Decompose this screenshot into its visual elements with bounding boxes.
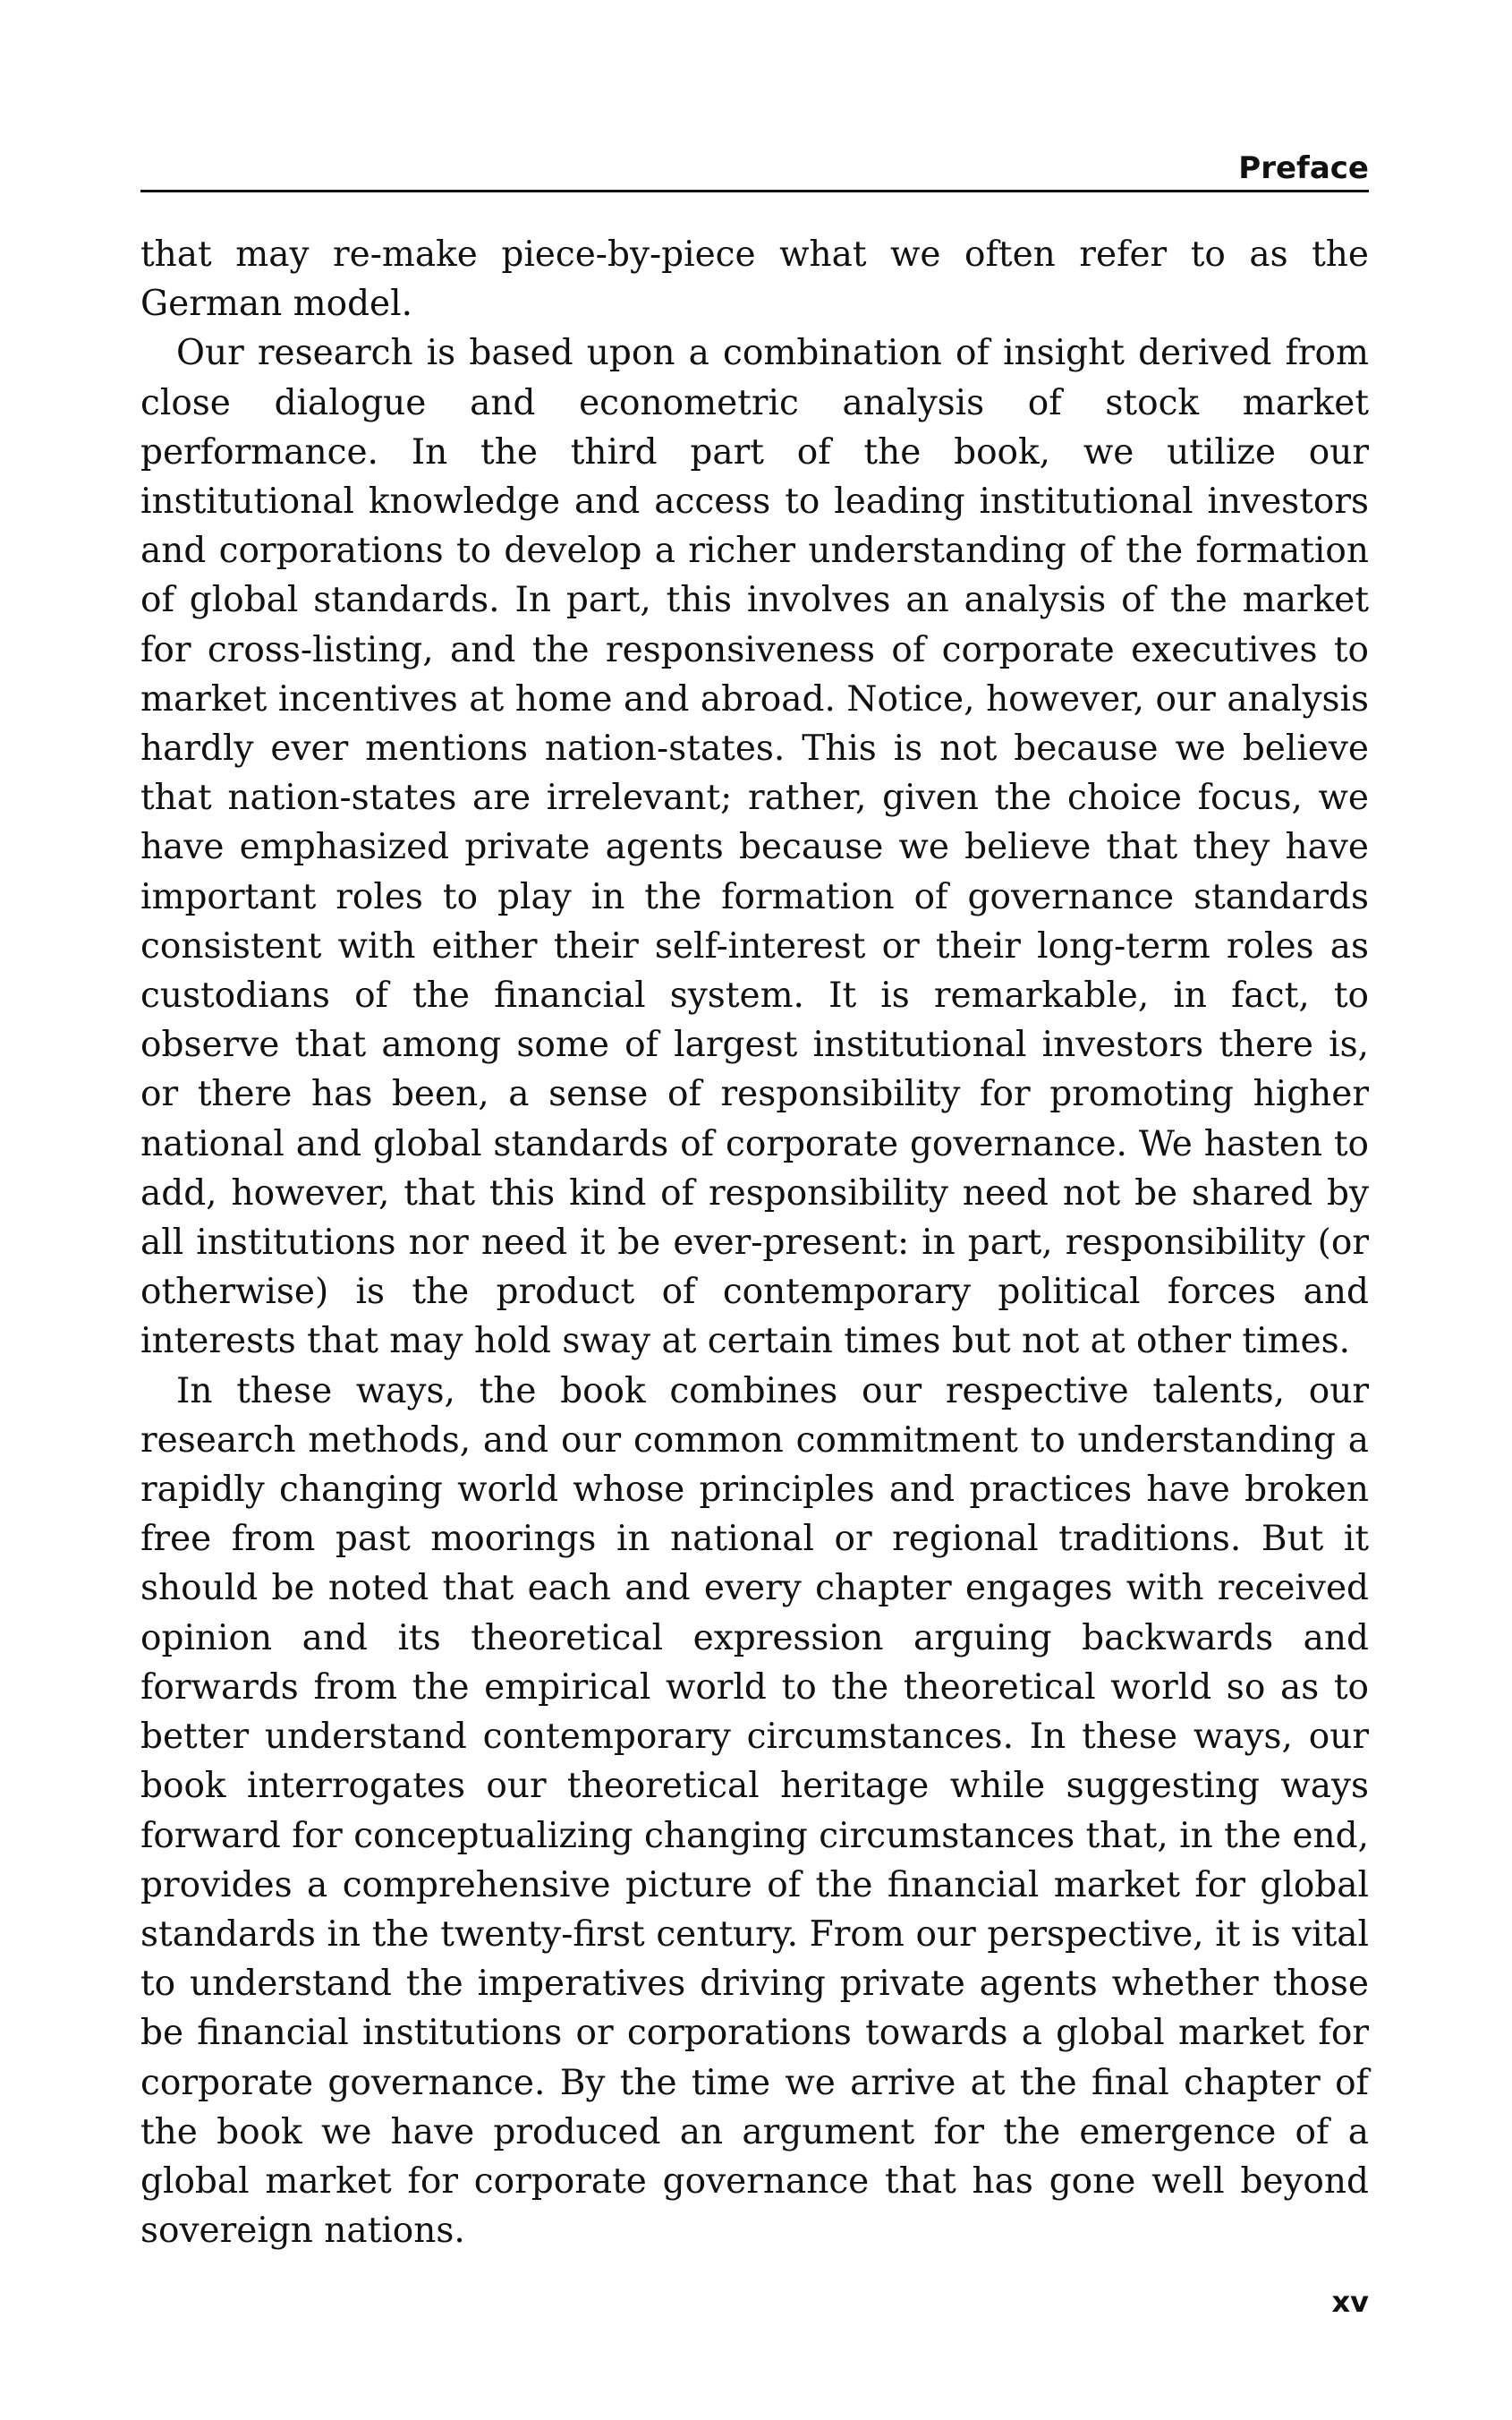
page-number: xv xyxy=(1331,2285,1369,2319)
body-text xyxy=(140,230,1369,2255)
header-rule xyxy=(140,190,1369,192)
paragraph-book-summary: In these ways, the book combines our respective talents, our research methods, and our common commitment to understanding a rapidly changing world whose principles and practices have broken free from past moorings in national or regional traditions. But it should be noted that each and every chapter engages with received opinion and its theoretical expression arguing backwards and forwards from the empirical world to the theoretical world so as to better understand contemporary circumstances. In these ways, our book interrogates our theoretical heritage while suggesting ways forward for conceptualizing changing circumstances that, in the end, provides a comprehensive picture of the financial market for global standards in the twenty-first century. From our perspective, it is vital to understand the imperatives driving private agents whether those be financial institutions or corporations towards a global market for corporate governance. By the time we arrive at the final chapter of the book we have produced an argument for the emergence of a global market for corporate governance that has gone well beyond sovereign nations. xyxy=(140,1370,1369,2252)
paragraph-continued: that may re-make piece-by-piece what we often refer to as the German model. xyxy=(140,234,1369,325)
paragraph-research: Our research is based upon a combination of insight derived from close dialogue and econometric analysis of stock market performance. In the third part of the book, we utilize our institutional knowledge and access to leading institutional investors and corporations to develop a richer understanding of the formation of global standards. In part, this involves an analysis of the market for cross-listing, and the responsiveness of corporate executives to market incentives at home and abroad. Notice, however, our analysis hardly ever mentions nation-states. This is not because we believe that nation-states are irrelevant; rather, given the choice focus, we have emphasized private agents because we believe that they have important roles to play in the formation of governance standards consistent with either their self-interest or their long-term roles as custodians of the financial system. It is remarkable, in fact, to observe that among some of largest institutional investors there is, or there has been, a sense of responsibility for promoting higher national and global standards of corporate governance. We hasten to add, however, that this kind of responsibility need not be shared by all institutions nor need it be ever-present: in part, responsibility (or otherwise) is the product of contemporary political forces and interests that may hold sway at certain times but not at other times. xyxy=(140,333,1369,1362)
running-head-title: Preface xyxy=(1238,150,1369,186)
